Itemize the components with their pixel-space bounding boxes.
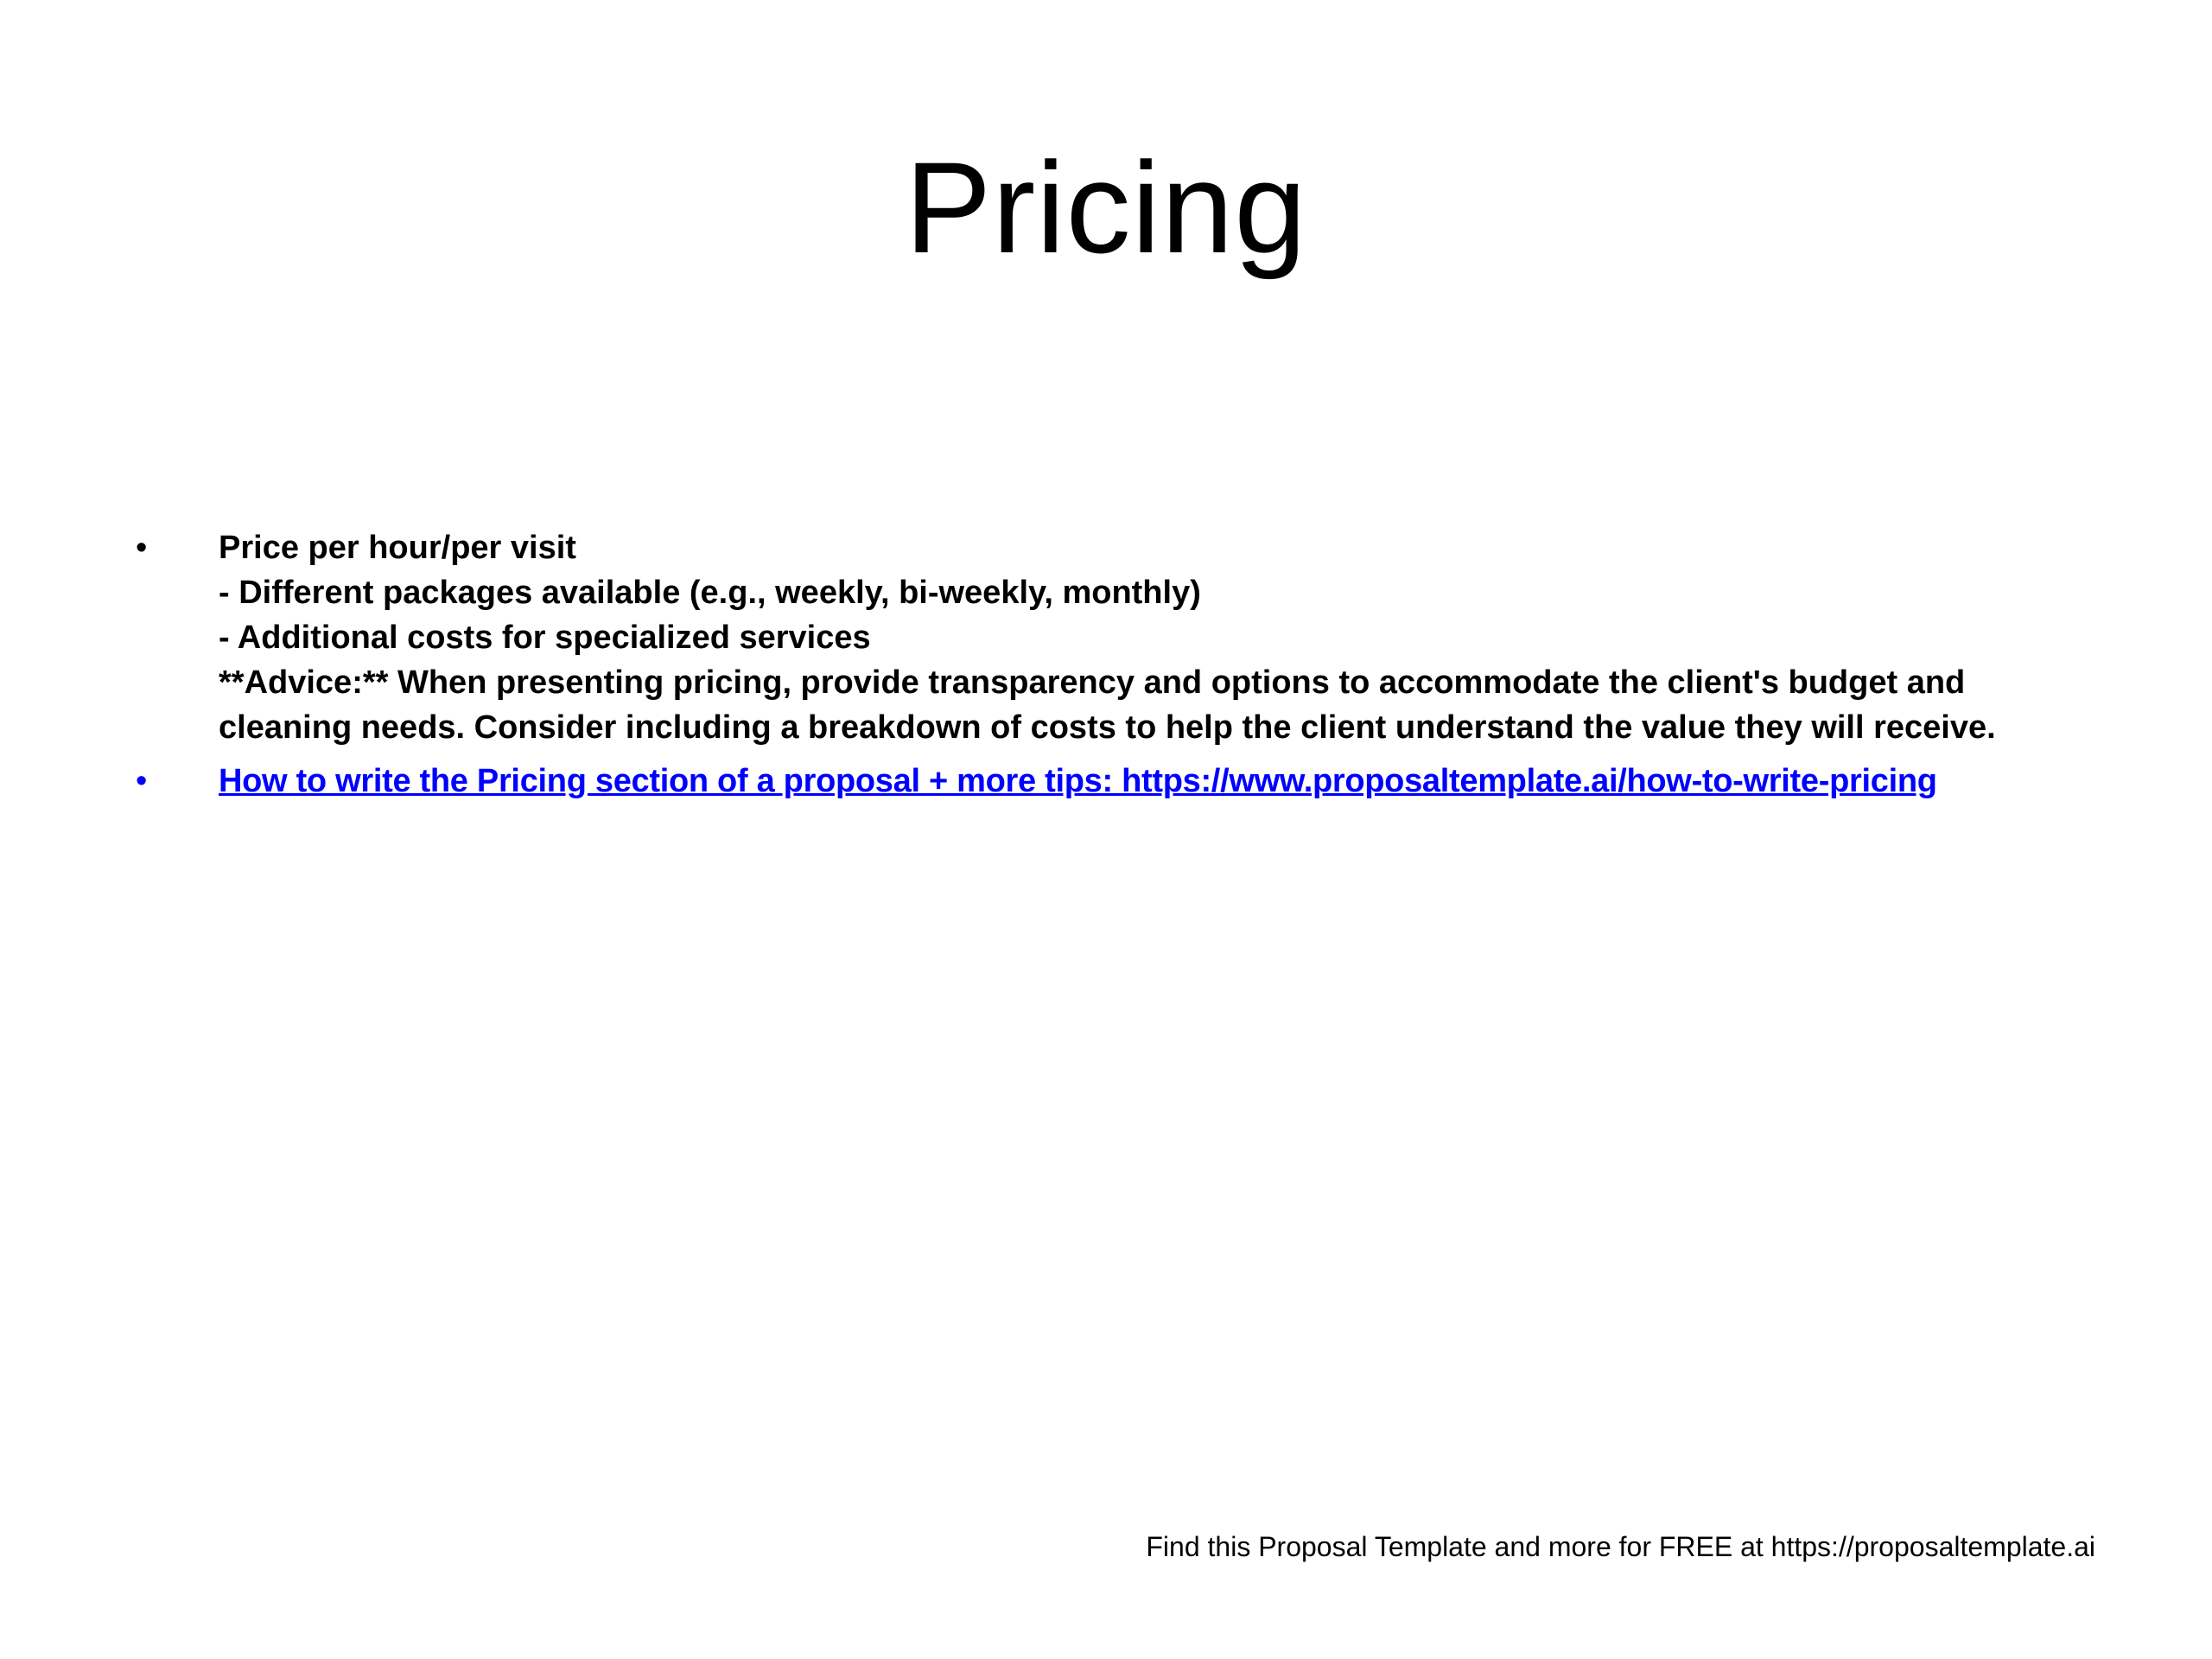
bullet-line-additional-costs: - Additional costs for specialized services [219, 620, 871, 656]
bullet-line-price: Price per hour/per visit [219, 530, 576, 566]
footer-text: Find this Proposal Template and more for FREE at https://proposaltemplate.ai [1146, 1531, 2095, 1562]
bullet-item-pricing [130, 525, 2065, 750]
slide-content [130, 525, 2065, 804]
bullet-dot-icon: • [136, 530, 148, 566]
bullet-line-advice: **Advice:** When presenting pricing, provide transparency and options to accommodate the client's budget and cleaning needs. Consider including a breakdown of costs to help the client understand the value they will receive. [219, 664, 1996, 746]
bullet-body [219, 525, 2065, 750]
slide-title: Pricing [905, 135, 1307, 280]
pricing-tips-link[interactable]: How to write the Pricing section of a proposal + more tips: https://www.proposaltemplate.ai/how-to-write-pricing [219, 763, 1937, 799]
bullet-line-packages: - Different packages available (e.g., weekly, bi-weekly, monthly) [219, 575, 1201, 611]
bullet-item-link [130, 759, 2065, 804]
bullet-dot-icon: • [136, 763, 148, 799]
